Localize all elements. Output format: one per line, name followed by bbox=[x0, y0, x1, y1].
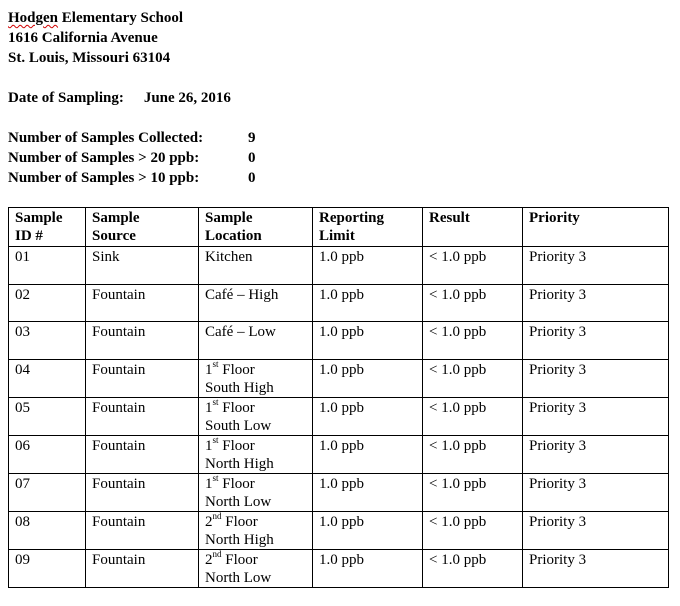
summary-value: 0 bbox=[248, 150, 256, 166]
cell-source: Fountain bbox=[86, 284, 199, 322]
cell-id: 06 bbox=[9, 435, 86, 473]
cell-source: Sink bbox=[86, 247, 199, 285]
table-row bbox=[9, 359, 669, 397]
city-address: St. Louis, Missouri 63104 bbox=[8, 50, 171, 66]
summary-collected bbox=[8, 129, 203, 147]
cell-result: < 1.0 ppb bbox=[423, 511, 523, 549]
cell-location: Café – High bbox=[199, 284, 313, 322]
cell-source: Fountain bbox=[86, 359, 199, 397]
cell-limit: 1.0 ppb bbox=[313, 284, 423, 322]
cell-result: < 1.0 ppb bbox=[423, 284, 523, 322]
cell-source: Fountain bbox=[86, 397, 199, 435]
cell-location: Café – Low bbox=[199, 322, 313, 360]
table-row bbox=[9, 322, 669, 360]
cell-result: < 1.0 ppb bbox=[423, 247, 523, 285]
summary-value: 0 bbox=[248, 170, 256, 186]
cell-result: < 1.0 ppb bbox=[423, 435, 523, 473]
cell-result: < 1.0 ppb bbox=[423, 549, 523, 587]
cell-limit: 1.0 ppb bbox=[313, 397, 423, 435]
header-reporting-limit: Reporting Limit bbox=[313, 208, 423, 247]
cell-priority: Priority 3 bbox=[523, 435, 669, 473]
cell-result: < 1.0 ppb bbox=[423, 359, 523, 397]
cell-location: 1st Floor South High bbox=[199, 359, 313, 397]
school-name bbox=[8, 9, 183, 27]
header-result: Result bbox=[423, 208, 523, 247]
cell-id: 07 bbox=[9, 473, 86, 511]
table-header-row bbox=[9, 208, 669, 247]
summary-over-20 bbox=[8, 149, 199, 167]
cell-limit: 1.0 ppb bbox=[313, 549, 423, 587]
cell-limit: 1.0 ppb bbox=[313, 359, 423, 397]
cell-id: 01 bbox=[9, 247, 86, 285]
table-row bbox=[9, 247, 669, 285]
cell-id: 03 bbox=[9, 322, 86, 360]
cell-location: Kitchen bbox=[199, 247, 313, 285]
cell-limit: 1.0 ppb bbox=[313, 435, 423, 473]
cell-priority: Priority 3 bbox=[523, 549, 669, 587]
cell-id: 02 bbox=[9, 284, 86, 322]
summary-label: Number of Samples Collected: bbox=[8, 130, 204, 146]
cell-priority: Priority 3 bbox=[523, 473, 669, 511]
table-row bbox=[9, 511, 669, 549]
header-sample-source: Sample Source bbox=[86, 208, 199, 247]
cell-result: < 1.0 ppb bbox=[423, 473, 523, 511]
summary-over-10 bbox=[8, 169, 199, 187]
cell-priority: Priority 3 bbox=[523, 247, 669, 285]
street-address: 1616 California Avenue bbox=[8, 30, 158, 46]
summary-label: Number of Samples > 20 ppb: bbox=[8, 150, 200, 166]
cell-source: Fountain bbox=[86, 473, 199, 511]
cell-location: 1st Floor North High bbox=[199, 435, 313, 473]
table-row bbox=[9, 435, 669, 473]
cell-limit: 1.0 ppb bbox=[313, 473, 423, 511]
results-table bbox=[8, 207, 669, 588]
cell-location: 2nd Floor North High bbox=[199, 511, 313, 549]
cell-source: Fountain bbox=[86, 322, 199, 360]
cell-priority: Priority 3 bbox=[523, 322, 669, 360]
table-row bbox=[9, 284, 669, 322]
cell-priority: Priority 3 bbox=[523, 284, 669, 322]
table-row bbox=[9, 473, 669, 511]
cell-limit: 1.0 ppb bbox=[313, 511, 423, 549]
header-sample-location: Sample Location bbox=[199, 208, 313, 247]
sampling-date bbox=[8, 89, 231, 107]
school-name-rest: Elementary School bbox=[58, 10, 184, 26]
cell-limit: 1.0 ppb bbox=[313, 247, 423, 285]
cell-priority: Priority 3 bbox=[523, 397, 669, 435]
table-row bbox=[9, 549, 669, 587]
cell-priority: Priority 3 bbox=[523, 511, 669, 549]
cell-priority: Priority 3 bbox=[523, 359, 669, 397]
cell-location: 2nd Floor North Low bbox=[199, 549, 313, 587]
sampling-date-value: June 26, 2016 bbox=[143, 90, 231, 106]
cell-source: Fountain bbox=[86, 549, 199, 587]
cell-id: 05 bbox=[9, 397, 86, 435]
cell-limit: 1.0 ppb bbox=[313, 322, 423, 360]
cell-result: < 1.0 ppb bbox=[423, 397, 523, 435]
cell-id: 04 bbox=[9, 359, 86, 397]
cell-location: 1st Floor South Low bbox=[199, 397, 313, 435]
cell-id: 09 bbox=[9, 549, 86, 587]
sampling-date-label: Date of Sampling: bbox=[8, 90, 124, 106]
header-sample-id: Sample ID # bbox=[9, 208, 86, 247]
cell-source: Fountain bbox=[86, 435, 199, 473]
table-row bbox=[9, 397, 669, 435]
header-priority: Priority bbox=[523, 208, 669, 247]
summary-label: Number of Samples > 10 ppb: bbox=[8, 170, 200, 186]
cell-source: Fountain bbox=[86, 511, 199, 549]
cell-result: < 1.0 ppb bbox=[423, 322, 523, 360]
cell-location: 1st Floor North Low bbox=[199, 473, 313, 511]
cell-id: 08 bbox=[9, 511, 86, 549]
school-name-word1: Hodgen bbox=[8, 10, 59, 26]
summary-value: 9 bbox=[248, 130, 256, 146]
